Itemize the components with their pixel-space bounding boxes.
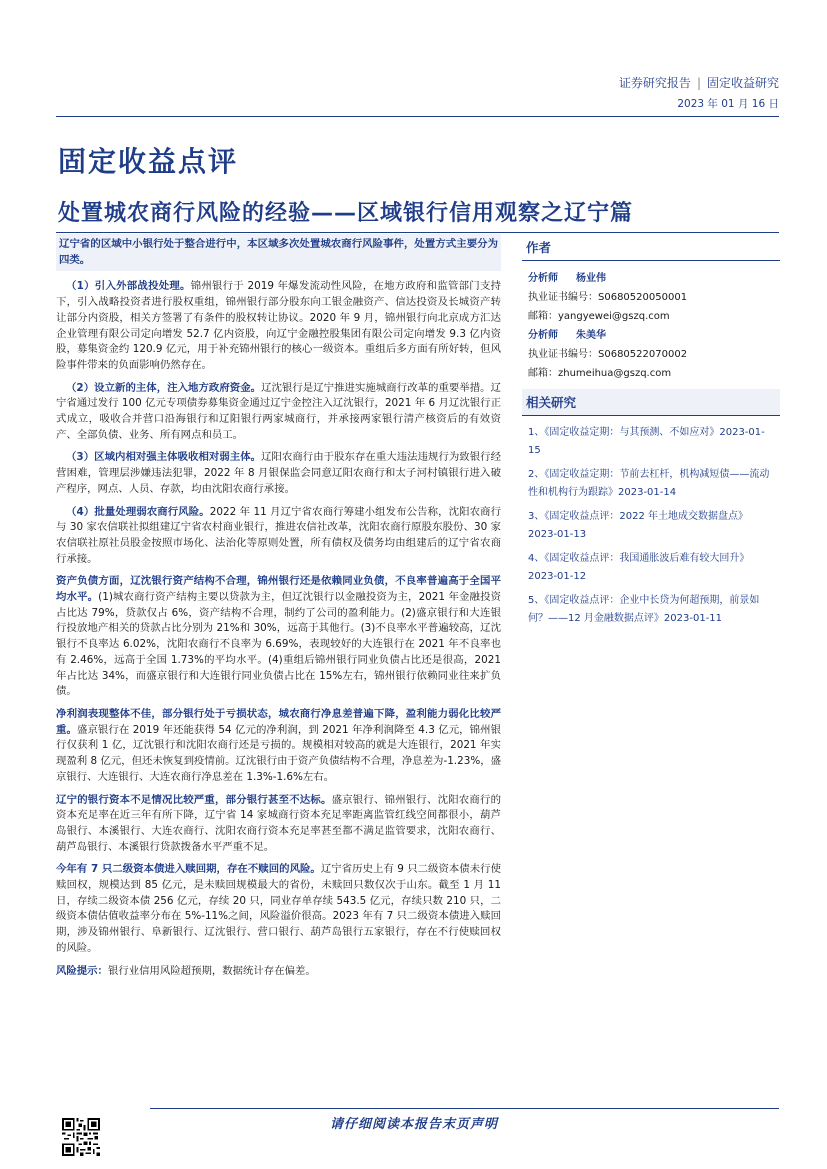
method-2-lead: （2）设立新的主体，注入地方政府资金。 [66,381,262,394]
method-2-text: 辽沈银行是辽宁推进实施城商行改革的重要举措。辽宁省通过发行 100 亿元专项债券募集资金通过辽宁金控注入辽沈银行，2021 年 6 月辽沈银行正式成立，吸收合并营口沿海银行和辽阳银行两家城商行，并承接两家银行清产核资后的有效资产、全部负债、业务、所有网点和员工。 [56,381,501,441]
report-date: 2023 年 01 月 16 日 [677,98,779,110]
risk-label: 风险提示： [56,964,108,977]
method-1 [56,279,501,373]
related-research-item[interactable]: 5、《固定收益点评：企业中长贷为何超预期，前景如何？——12 月金融数据点评》2023-01-11 [528,595,760,624]
analyst-role: 分析师 [528,330,558,341]
analyst-role: 分析师 [528,273,558,284]
main-column [56,234,501,986]
method-1-lead: （1）引入外部战投处理。 [66,280,191,293]
method-4-lead: （4）批量处理弱农商行风险。 [66,505,210,518]
analyst-name: 朱美华 [576,330,606,341]
email-label: 邮箱： [528,368,558,379]
profit-lead: 净利润表现整体不佳，部分银行处于亏损状态，城农商行净息差普遍下降，盈利能力弱化比较严重。 [56,707,501,736]
method-1-text: 锦州银行于 2019 年爆发流动性风险，在地方政府和监管部门支持下，引入战略投资者进行股权重组，锦州银行部分股东向工银金融资产、信达投资及长城资产转让部分内资股，相关方签署了有条件的股权转让协议。2020 年 9 月，锦州银行向北京成方汇达企业管理有限公司定向增发 52.7 亿内资股，向辽宁金融控股集团有限公司定向增发 9.3 亿内资股，募集资金约 120.9 亿元，用于补充锦州银行的核心一级资本。重组后多方面有所好转，但风险事件带来的负面影响仍然存在。 [56,280,501,371]
title-divider [56,232,779,233]
header-divider [56,116,779,117]
capital-paragraph [56,793,501,856]
profit-text: 盛京银行在 2019 年还能获得 54 亿元的净利润，到 2021 年净利润降至 4.3 亿元，锦州银行仅获利 1 亿，辽沈银行和沈阳农商行还是亏损的。规模相对较高的就是大连银行，2021 年实现盈利 8 亿元，但还未恢复到疫情前。辽沈银行由于资产负债结构不合理，净息差为-1.23%，盛京银行、大连银行、大连农商行净息差在 1.3%-1.6%左右。 [56,723,502,783]
method-4 [56,505,501,568]
qr-code-icon [62,1118,100,1156]
footer-divider [150,1108,779,1109]
analyst-card [528,326,774,383]
analyst-cert-line [528,288,774,307]
analyst-email-line [528,307,774,326]
bond-paragraph [56,862,501,956]
related-research-item[interactable]: 1、《固定收益定期：与其预测、不如应对》2023-01-15 [528,427,765,456]
method-3-text: 辽阳农商行由于股东存在重大违法违规行为致银行经营困难，管理层涉嫌违法犯罪，2022 年 8 月银保监会同意辽阳农商行和太子河村镇银行进入破产程序，网点、人员、存款，均由沈阳农商行承接。 [56,451,501,495]
summary: 辽宁省的区域中小银行处于整合进行中，本区域多次处置城农商行风险事件，处置方式主要分为四类。 [56,234,501,271]
report-category-header [619,74,779,91]
report-title: 处置城农商行风险的经验——区域银行信用观察之辽宁篇 [58,201,634,226]
cert-label: 执业证书编号： [528,349,598,360]
method-4-text: 2022 年 11 月辽宁省农商行筹建小组发布公告称，沈阳农商行与 30 家农信联社拟组建辽宁省农村商业银行，推进农信社改革，沈阳农商行原股东股份、30 家农信联社原社员股金按照市场化、法治化等原则处置，所有债权及债务均由组建后的辽宁省农商行承接。 [56,505,501,565]
authors-heading: 作者 [522,234,780,261]
related-research-heading: 相关研究 [522,389,780,416]
analyst-name-line [528,269,774,288]
bond-text: 辽宁省历史上有 9 只二级资本债未行使赎回权，规模达到 85 亿元，是未赎回规模最大的省份，未赎回只数仅次于山东。截至 1 月 11 日，存续二级资本债 256 亿元，存续 20 只，同业存单存续 543.5 亿元，存续只数 210 只，二级资本债估值收益率分布在 5%-11%之间，风险溢价很高。2023 年有 7 只二级资本债进入赎回期，涉及锦州银行、阜新银行、辽沈银行、营口银行、葫芦岛银行五家银行，存在不行使赎回权的风险。 [56,863,501,954]
analyst-email[interactable]: zhumeihua@gszq.com [558,368,672,379]
balance-sheet-lead: 资产负债方面，辽沈银行资产结构不合理，锦州银行还是依赖同业负债，不良率普遍高于全国平均水平。 [56,575,501,604]
risk-text: 银行业信用风险超预期，数据统计存在偏差。 [107,964,316,977]
report-subcategory: 固定收益研究 [706,76,779,90]
related-research-list [528,424,774,627]
related-research-item[interactable]: 2、《固定收益定期：节前去杠杆，机构减短债——流动性和机构行为跟踪》2023-01-14 [528,469,770,498]
footer-disclaimer-notice: 请仔细阅读本报告末页声明 [330,1117,499,1132]
risk-notice [56,964,501,980]
method-2 [56,381,501,444]
cert-label: 执业证书编号： [528,292,598,303]
analyst-email-line [528,364,774,383]
email-label: 邮箱： [528,311,558,322]
analyst-email[interactable]: yangyewei@gszq.com [558,311,670,322]
report-type: 固定收益点评 [58,145,239,178]
related-research-item[interactable]: 4、《固定收益点评：我国通胀波后难有较大回升》2023-01-12 [528,553,750,582]
method-3 [56,450,501,497]
bond-lead: 今年有 7 只二级资本债进入赎回期，存在不赎回的风险。 [56,863,321,876]
analyst-name: 杨业伟 [576,273,606,284]
method-3-lead: （3）区域内相对强主体吸收相对弱主体。 [66,451,262,464]
profit-paragraph [56,707,501,786]
capital-lead: 辽宁的银行资本不足情况比较严重，部分银行甚至不达标。 [56,793,332,806]
header-separator: | [696,76,701,90]
analyst-card [528,269,774,326]
balance-sheet-text: (1)城农商行资产结构主要以贷款为主，但辽沈银行以金融投资为主，2021 年金融投资占比达 79%，贷款仅占 6%，资产结构不合理，制约了公司的盈利能力。(2)盛京银行和大连银行投放地产相关的贷款占比分别为 21%和 30%，远高于其他行。(3)不良率水平普遍较高，辽沈银行不良率达 6.02%，沈阳农商行不良率为 6.69%，表现较好的大连银行在 2021 年不良率也有 2.46%，远高于全国 1.73%的平均水平。(4)重组后锦州银行同业负债占比还是很高，2021 年占比达 34%，而盛京银行和大连银行同业负债占比在 15%左右，锦州银行依赖同业往来扩负债。 [56,591,502,698]
capital-text: 盛京银行、锦州银行、沈阳农商行的资本充足率在近三年有所下降，辽宁省 14 家城商行资本充足率距离监管红线空间都很小，葫芦岛银行、本溪银行、大连农商行、沈阳农商行资本充足率甚至都不满足监管要求，沈阳农商行、葫芦岛银行、本溪银行贷款拨备水平严重不足。 [56,793,502,853]
cert-number: S0680522070002 [598,349,688,360]
balance-sheet-paragraph [56,574,501,700]
analyst-cert-line [528,345,774,364]
cert-number: S0680520050001 [598,292,688,303]
sidebar [522,234,780,634]
related-research-item[interactable]: 3、《固定收益点评：2022 年土地成交数据盘点》2023-01-13 [528,511,748,540]
report-category: 证券研究报告 [618,76,691,90]
analyst-name-line [528,326,774,345]
